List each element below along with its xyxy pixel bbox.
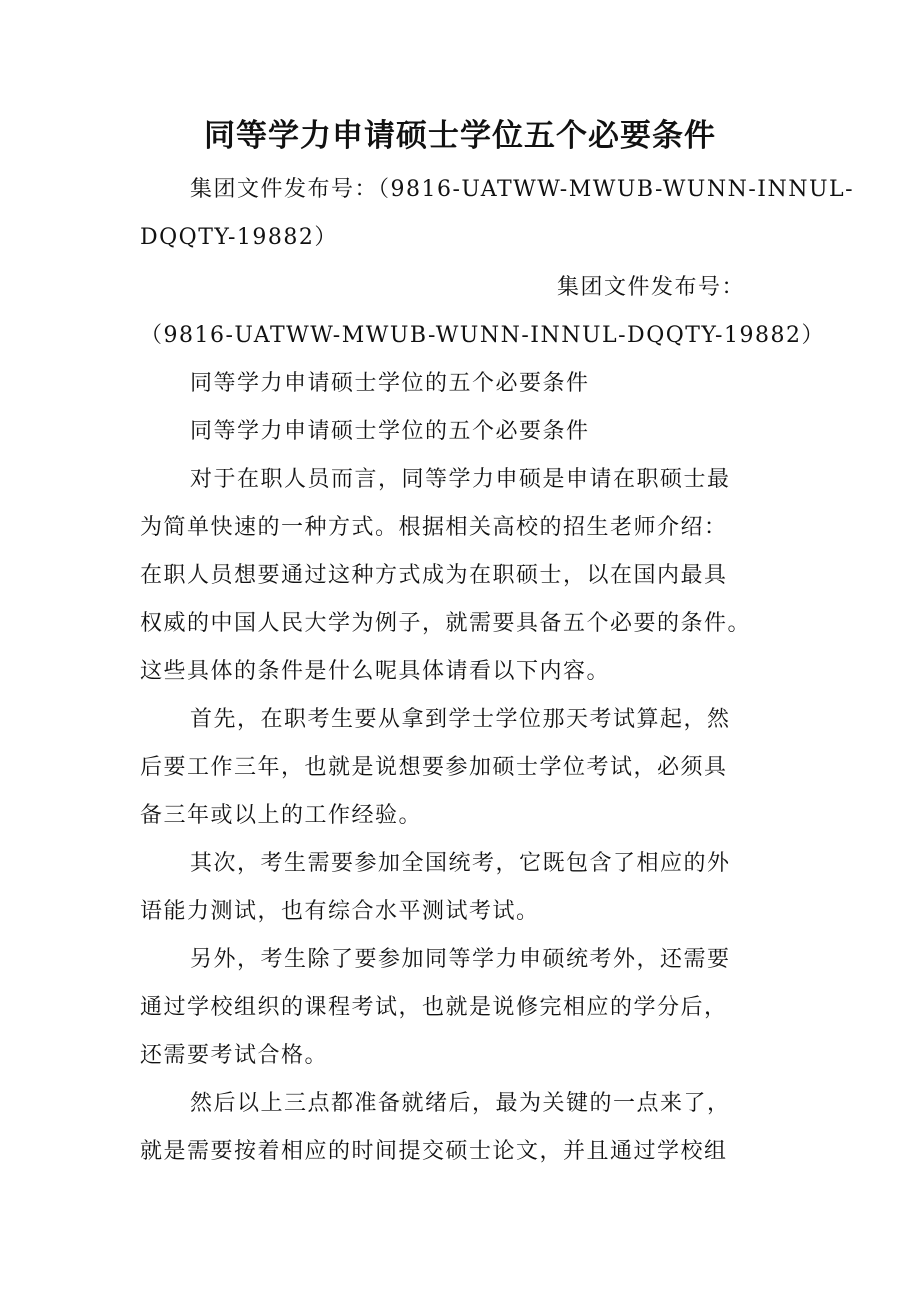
- text-line: 同等学力申请硕士学位的五个必要条件: [190, 419, 590, 444]
- text-line: 为简单快速的一种方式。根据相关高校的招生老师介绍：: [140, 515, 728, 540]
- text-line: （9816-UATWW-MWUB-WUNN-INNUL-DQQTY-19882）: [140, 323, 825, 348]
- text-line: 首先，在职考生要从拿到学士学位那天考试算起，然: [190, 707, 731, 732]
- text-line: 这些具体的条件是什么呢具体请看以下内容。: [140, 659, 611, 684]
- text-line: 就是需要按着相应的时间提交硕士论文，并且通过学校组: [140, 1139, 728, 1164]
- text-line: 然后以上三点都准备就绪后，最为关键的一点来了，: [190, 1091, 731, 1116]
- text-line: 在职人员想要通过这种方式成为在职硕士，以在国内最具: [140, 563, 728, 588]
- text-line: 集团文件发布号：（9816-UATWW-MWUB-WUNN-INNUL-: [190, 177, 855, 202]
- text-line: 语能力测试，也有综合水平测试考试。: [140, 899, 540, 924]
- text-line: 其次，考生需要参加全国统考，它既包含了相应的外: [190, 851, 731, 876]
- text-line: 集团文件发布号：: [556, 275, 745, 300]
- text-line: 后要工作三年，也就是说想要参加硕士学位考试，必须具: [140, 755, 728, 780]
- text-line: 同等学力申请硕士学位的五个必要条件: [190, 371, 590, 396]
- text-line: 对于在职人员而言，同等学力申硕是申请在职硕士最: [190, 467, 731, 492]
- text-line: DQQTY-19882）: [140, 225, 338, 250]
- document-title: 同等学力申请硕士学位五个必要条件: [204, 118, 716, 154]
- text-line: 备三年或以上的工作经验。: [140, 803, 423, 828]
- text-line: 通过学校组织的课程考试，也就是说修完相应的学分后，: [140, 995, 728, 1020]
- text-line: 另外，考生除了要参加同等学力申硕统考外，还需要: [190, 947, 731, 972]
- text-line: 权威的中国人民大学为例子，就需要具备五个必要的条件。: [140, 611, 752, 636]
- text-line: 还需要考试合格。: [140, 1043, 329, 1068]
